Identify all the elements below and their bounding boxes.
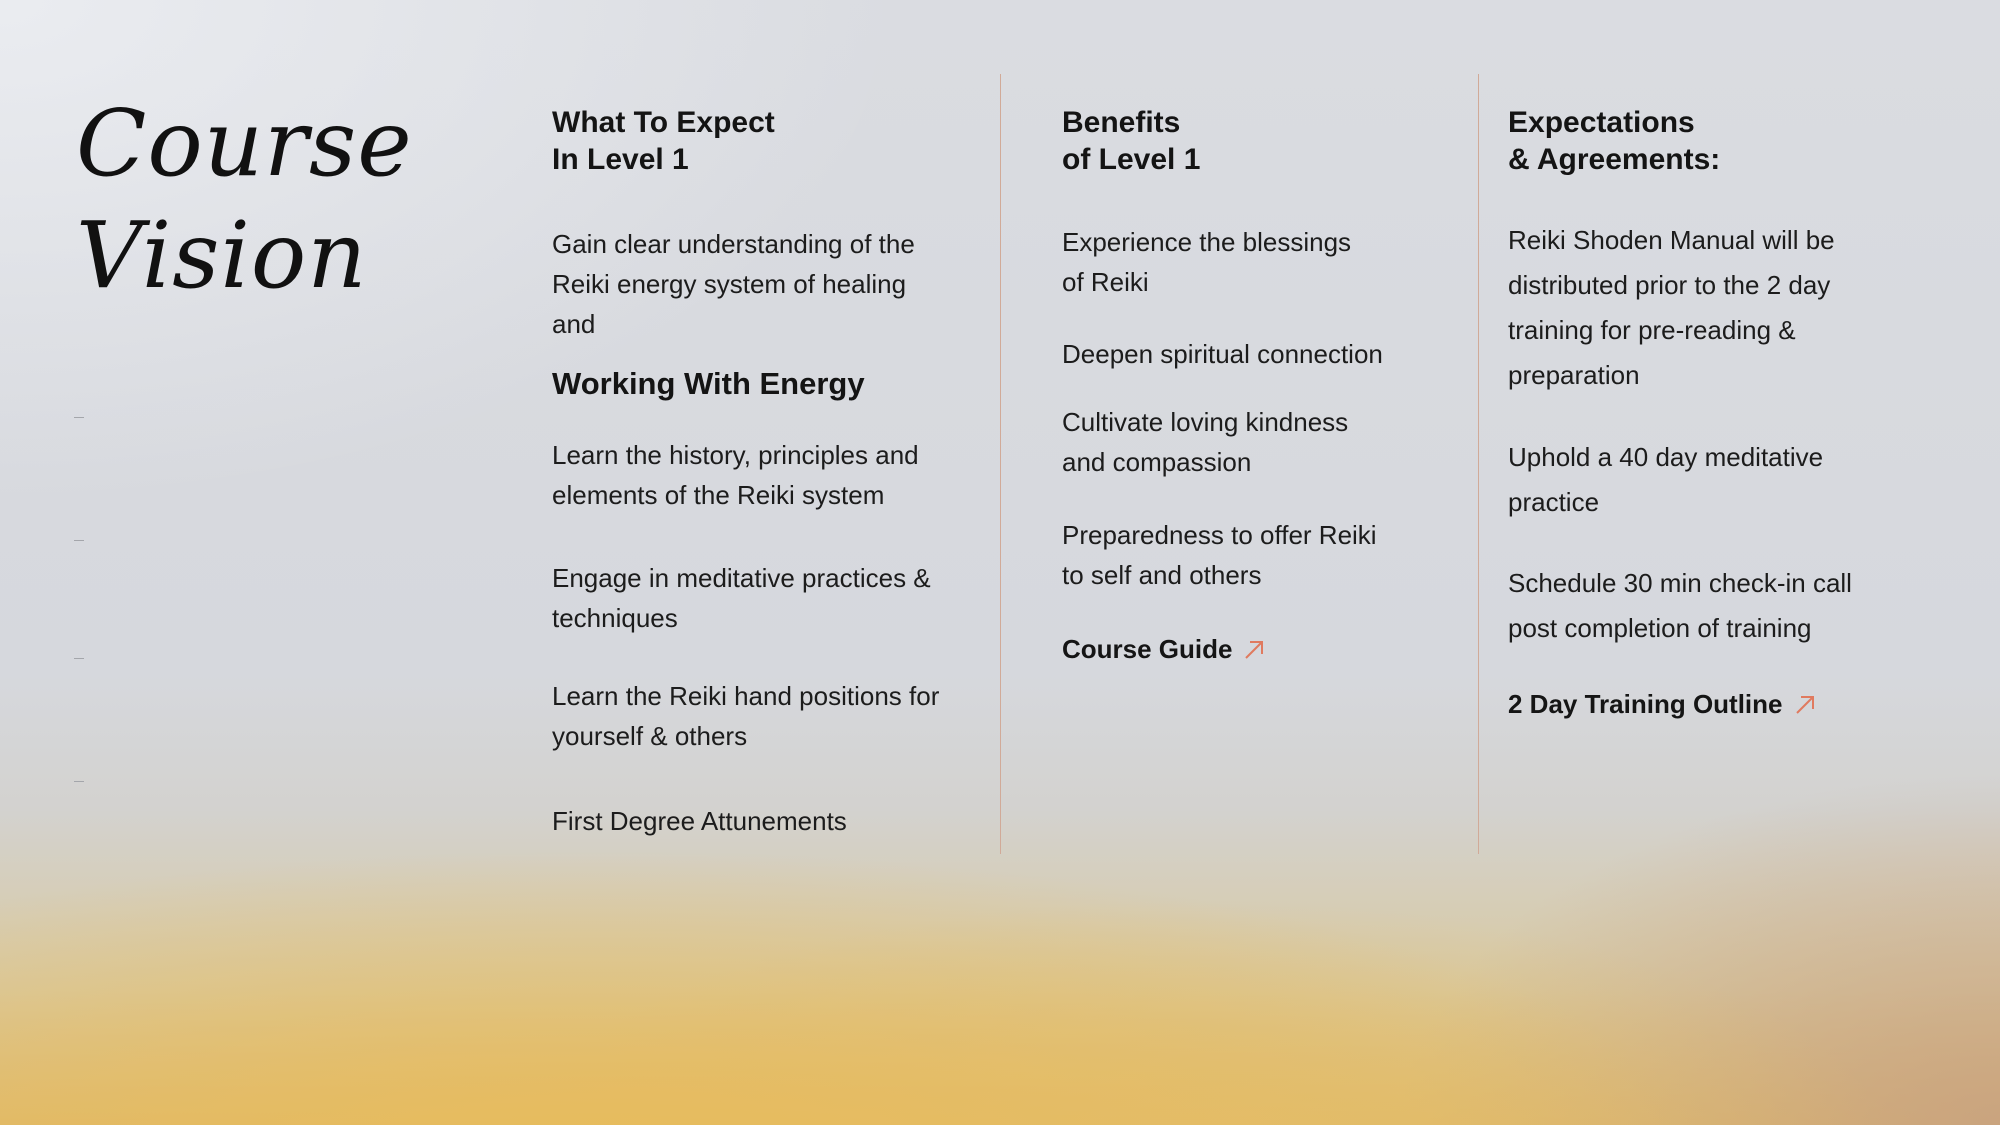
list-item-line: Learn the Reiki hand positions for [552, 681, 940, 711]
list-item-line: post completion of training [1508, 613, 1812, 643]
list-item [1062, 515, 1462, 595]
heading-line: In Level 1 [552, 143, 689, 176]
intro-text [552, 224, 982, 344]
benefits-column [1062, 104, 1462, 665]
list-item-line: and compassion [1062, 447, 1252, 477]
list-item [1062, 334, 1462, 374]
list-item [552, 435, 982, 515]
heading-line: Benefits [1062, 106, 1181, 139]
working-with-energy-subheading: Working With Energy [552, 366, 865, 401]
list-item-line: First Degree Attunements [552, 806, 847, 836]
list-item [552, 558, 982, 638]
list-item-line: to self and others [1062, 560, 1262, 590]
list-item-line: Experience the blessings [1062, 227, 1352, 257]
decorative-dash [74, 540, 84, 541]
arrow-up-right-icon [1793, 693, 1817, 717]
heading-line: What To Expect [552, 106, 775, 139]
course-guide-link[interactable] [1062, 634, 1462, 665]
what-to-expect-heading [552, 104, 982, 178]
list-item-line: Reiki Shoden Manual will be [1508, 225, 1835, 255]
list-item [1062, 402, 1462, 482]
list-item-line: yourself & others [552, 721, 748, 751]
decorative-dash [74, 781, 84, 782]
list-item [1508, 435, 1978, 525]
list-item-line: distributed prior to the 2 day [1508, 270, 1831, 300]
column-divider [1000, 74, 1001, 854]
list-item [552, 676, 982, 756]
list-item-line: techniques [552, 603, 678, 633]
course-guide-link-label: Course Guide [1062, 634, 1233, 664]
intro-line: Gain clear understanding of the [552, 229, 915, 259]
list-item-line: of Reiki [1062, 267, 1149, 297]
benefits-heading [1062, 104, 1462, 178]
list-item-line: Cultivate loving kindness [1062, 407, 1349, 437]
expectations-column [1508, 104, 1978, 720]
list-item [1508, 561, 1978, 651]
list-item-line: Schedule 30 min check-in call [1508, 568, 1852, 598]
list-item [552, 801, 982, 841]
heading-line: Expectations [1508, 106, 1695, 139]
training-outline-link-label: 2 Day Training Outline [1508, 689, 1783, 719]
arrow-up-right-icon [1242, 638, 1266, 662]
list-item [1062, 222, 1462, 302]
page-title-line1: Course [76, 90, 413, 197]
page-title [76, 88, 413, 312]
list-item-line: Learn the history, principles and [552, 440, 919, 470]
list-item-line: training for pre-reading & [1508, 315, 1796, 345]
page-title-line2: Vision [76, 202, 368, 309]
heading-line: of Level 1 [1062, 143, 1201, 176]
expectations-heading [1508, 104, 1978, 178]
column-divider [1478, 74, 1479, 854]
list-item-line: Preparedness to offer Reiki [1062, 520, 1377, 550]
list-item-line: preparation [1508, 360, 1640, 390]
training-outline-link[interactable] [1508, 689, 1978, 720]
list-item-line: Deepen spiritual connection [1062, 339, 1383, 369]
list-item-line: elements of the Reiki system [552, 480, 885, 510]
decorative-dash [74, 658, 84, 659]
decorative-dash [74, 417, 84, 418]
list-item-line: practice [1508, 487, 1600, 517]
list-item-line: Uphold a 40 day meditative [1508, 442, 1824, 472]
what-to-expect-column [552, 104, 982, 841]
list-item [1508, 218, 1978, 398]
intro-line: Reiki energy system of healing [552, 269, 907, 299]
list-item-line: Engage in meditative practices & [552, 563, 931, 593]
intro-line: and [552, 309, 596, 339]
heading-line: & Agreements: [1508, 143, 1721, 176]
